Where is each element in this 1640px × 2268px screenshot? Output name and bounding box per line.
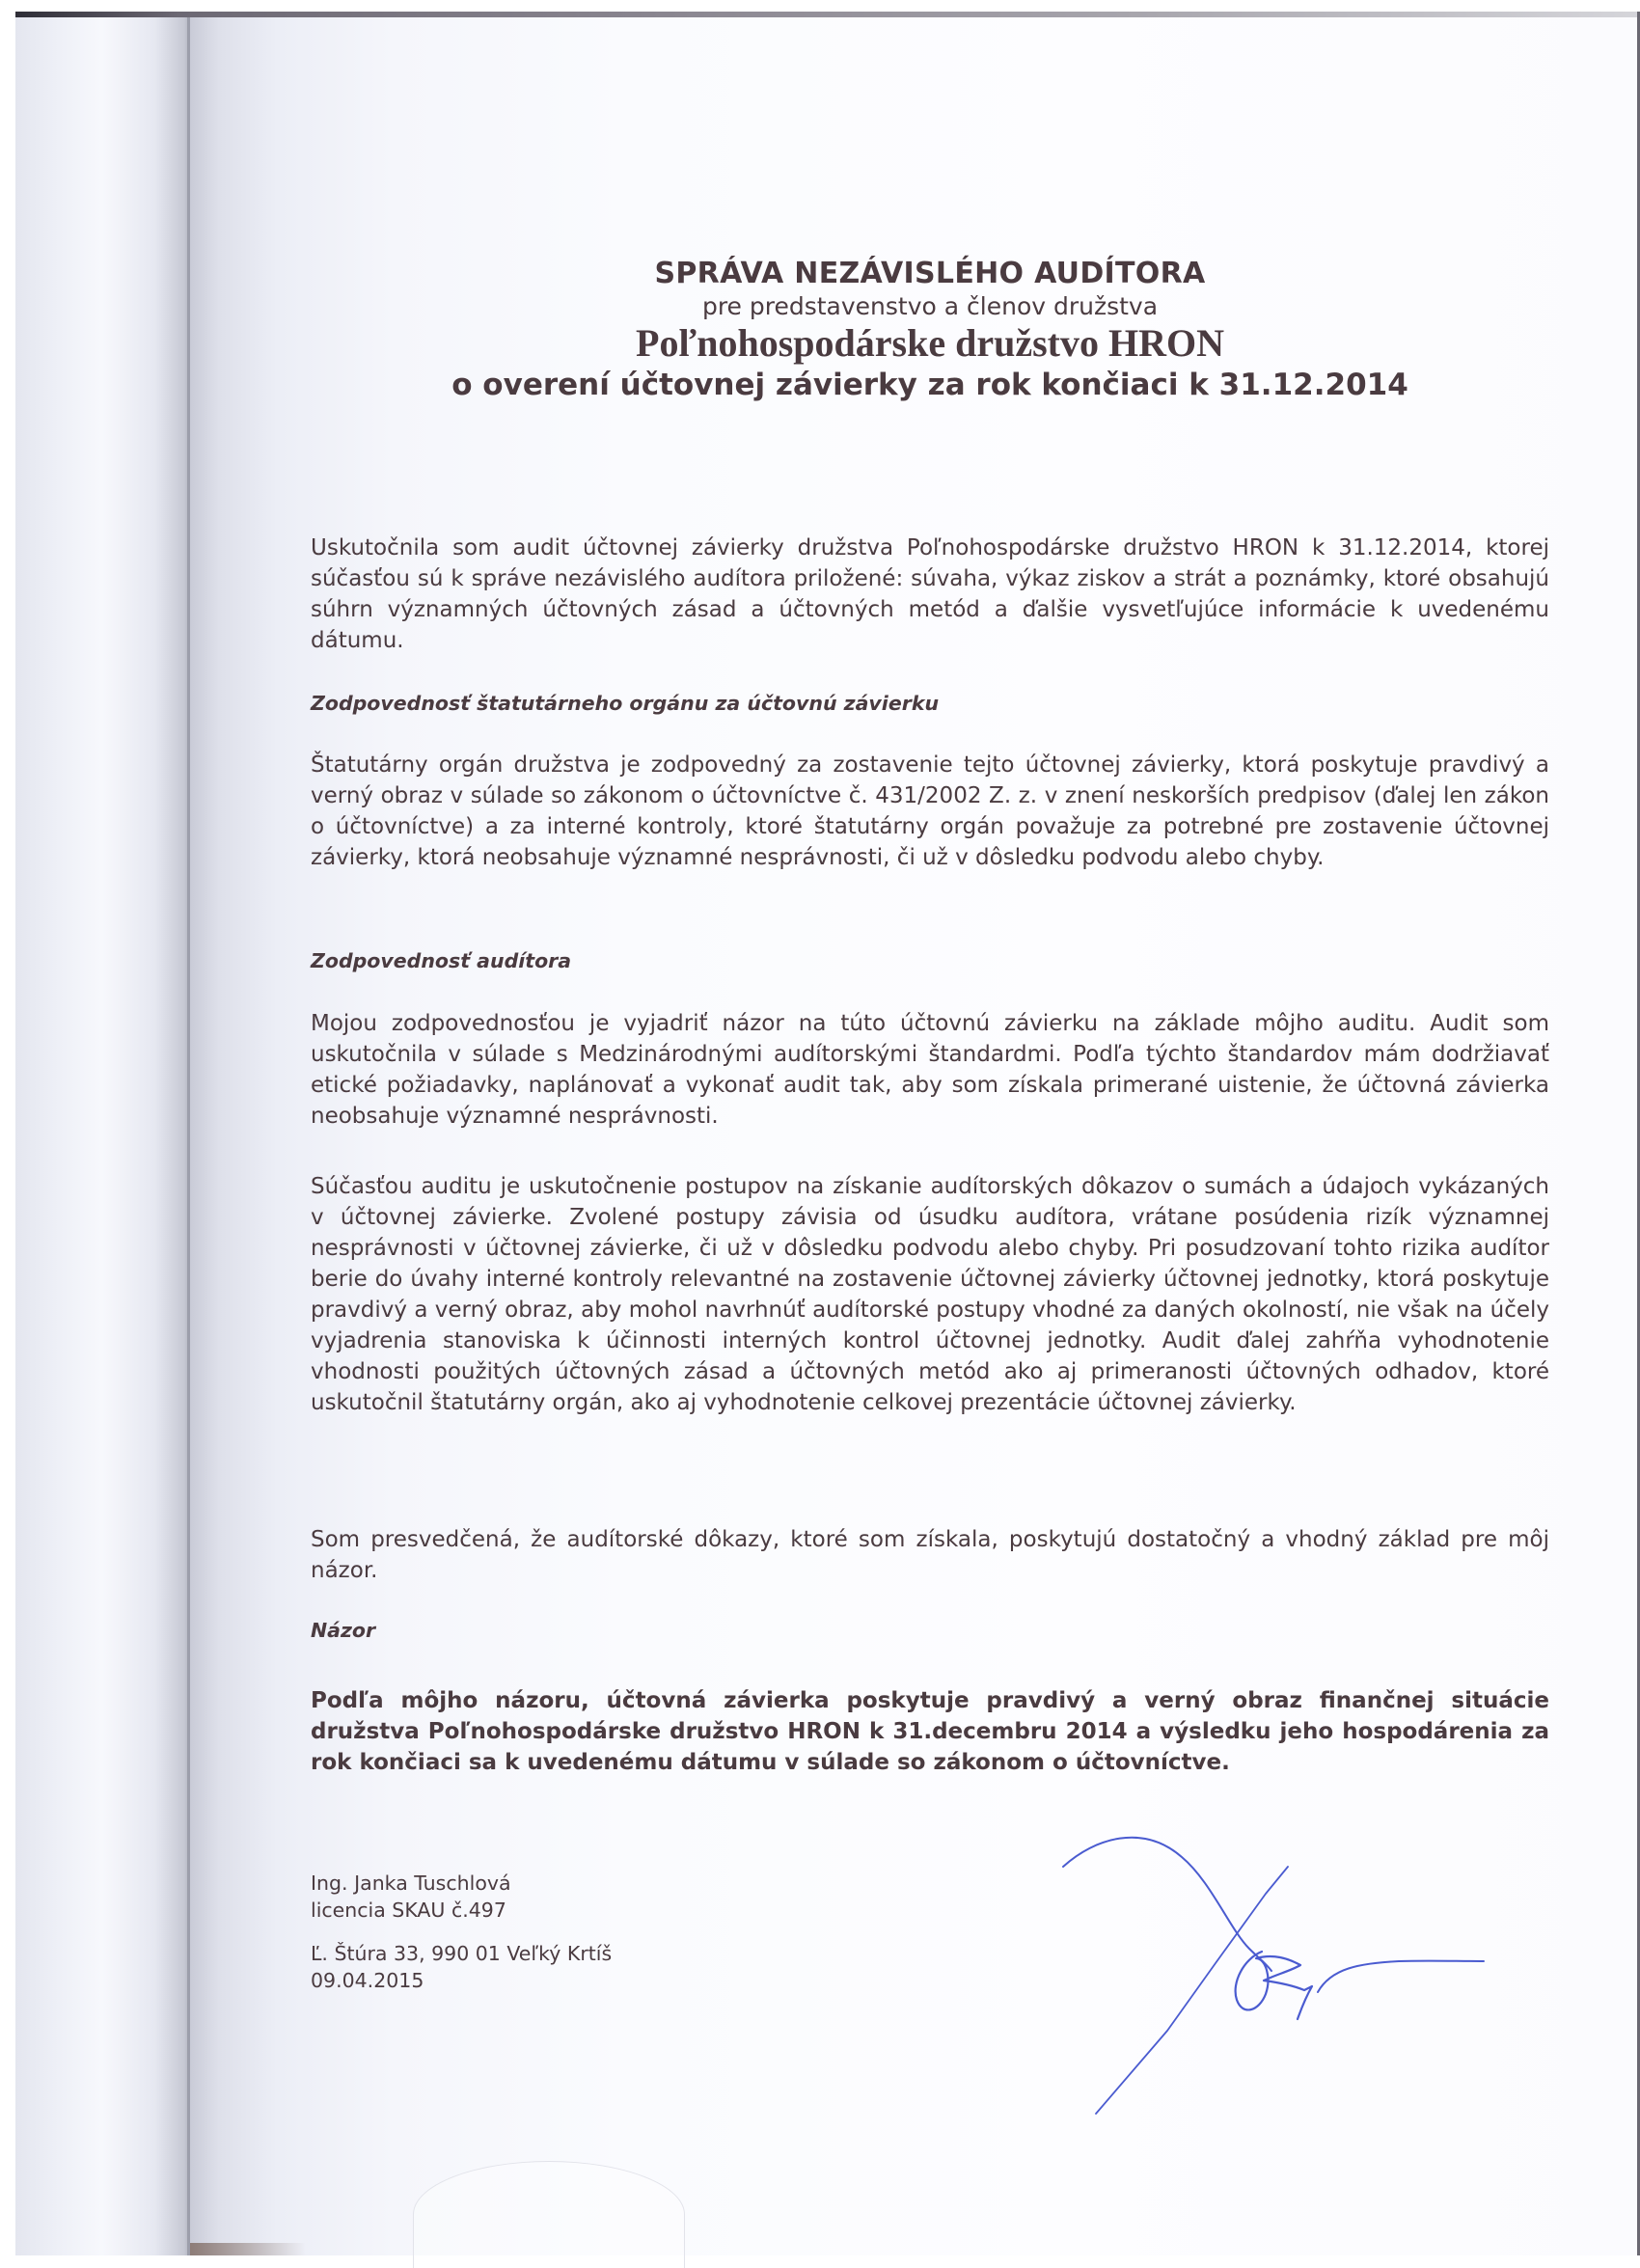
report-title-block bbox=[311, 257, 1549, 405]
signature-stroke-arc bbox=[1063, 1838, 1271, 1971]
report-subject: o overení účtovnej závierky za rok končiaci k 31.12.2014 bbox=[451, 368, 1408, 402]
signature-stroke-underline bbox=[1318, 1961, 1484, 1992]
scan-top-edge bbox=[15, 12, 1640, 17]
report-title: SPRÁVA NEZÁVISLÉHO AUDÍTORA bbox=[654, 257, 1206, 290]
handwritten-signature bbox=[1052, 1828, 1515, 2118]
signatory-block bbox=[311, 1870, 612, 1994]
opinion-paragraph: Podľa môjho názoru, účtovná závierka poskytuje pravdivý a verný obraz finančnej situácie družstva Poľnohospodárske družstvo HRON k 31.decembru 2014 a výsledku jeho hospodárenia za rok končiaci sa k uvedenému dátumu v súlade so zákonom o účtovníctve. bbox=[311, 1688, 1549, 1775]
statutory-responsibility-heading: Zodpovednosť štatutárneho orgánu za účtovnú závierku bbox=[311, 692, 940, 715]
auditor-responsibility-heading: Zodpovednosť audítora bbox=[311, 949, 572, 972]
signatory-license: licencia SKAU č.497 bbox=[311, 1899, 506, 1922]
statutory-responsibility-paragraph: Štatutárny orgán družstva je zodpovedný za zostavenie tejto účtovnej závierky, ktorá poskytuje pravdivý a verný obraz v súlade so zákonom o účtovníctve č. 431/2002 Z. z. v znení neskorších predpisov (ďalej len zákon o účtovníctve) a za interné kontroly, ktoré štatutárny orgán považuje za potrebné pre zostavenie účtovnej závierky, ktorá neobsahuje významné nesprávnosti, či už v dôsledku podvodu alebo chyby. bbox=[311, 752, 1549, 870]
auditor-responsibility-paragraph-1: Mojou zodpovednosťou je vyjadriť názor na túto účtovnú závierku na základe môjho auditu. Audit som uskutočnila v súlade s Medzinárodnými audítorskými štandardmi. Podľa týchto štandardov mám dodržiavať etické požiadavky, naplánovať a vykonať audit tak, aby som získala primerané uistenie, že účtovná závierka neobsahuje významné nesprávnosti. bbox=[311, 1011, 1549, 1129]
signature-stroke-diagonal bbox=[1096, 1867, 1288, 2114]
paper-smudge bbox=[413, 2161, 685, 2268]
auditor-responsibility-paragraph-2: Súčasťou auditu je uskutočnenie postupov na získanie audítorských dôkazov o sumách a údajoch vykázaných v účtovnej závierke. Zvolené postupy závisia od úsudku audítora, vrátane posúdenia rizík významnej nesprávnosti v účtovnej závierke, či už v dôsledku podvodu alebo chyby. Pri posudzovaní tohto rizika audítor berie do úvahy interné kontroly relevantné na zostavenie účtovnej závierky účtovnej jednotky, ktorá poskytuje pravdivý a verný obraz, aby mohol navrhnúť audítorské postupy vhodné za daných okolností, nie však na účely vyjadrenia stanoviska k účinnosti interných kontrol účtovnej jednotky. Audit ďalej zahŕňa vyhodnotenie vhodnosti použitých účtovných zásad a účtovných metód ako aj primeranosti účtovných odhadov, ktoré uskutočnil štatutárny orgán, ako aj vyhodnotenie celkovej prezentácie účtovnej závierky. bbox=[311, 1174, 1549, 1415]
left-page-edge bbox=[15, 17, 189, 2255]
signature-stroke-loop bbox=[1236, 1952, 1312, 2019]
auditor-responsibility-paragraph-3: Som presvedčená, že audítorské dôkazy, ktoré som získala, poskytujú dostatočný a vhodný základ pre môj názor. bbox=[311, 1527, 1549, 1583]
opinion-heading: Názor bbox=[311, 1619, 376, 1642]
intro-paragraph: Uskutočnila som audit účtovnej závierky družstva Poľnohospodárske družstvo HRON k 31.12.2014, ktorej súčasťou sú k správe nezávislého audítora priložené: súvaha, výkaz ziskov a strát a poznámky, ktoré obsahujú súhrn významných účtovných zásad a účtovných metód a ďalšie vysvetľujúce informácie k uvedenému dátumu. bbox=[311, 535, 1549, 653]
report-addressee: pre predstavenstvo a členov družstva bbox=[701, 292, 1159, 320]
signatory-date: 09.04.2015 bbox=[311, 1969, 424, 1992]
signatory-address: Ľ. Štúra 33, 990 01 Veľký Krtíš bbox=[311, 1942, 613, 1965]
scan-bottom-shadow bbox=[190, 2243, 306, 2255]
signatory-name: Ing. Janka Tuschlová bbox=[311, 1872, 511, 1895]
company-name: Poľnohospodárske družstvo HRON bbox=[636, 321, 1224, 365]
